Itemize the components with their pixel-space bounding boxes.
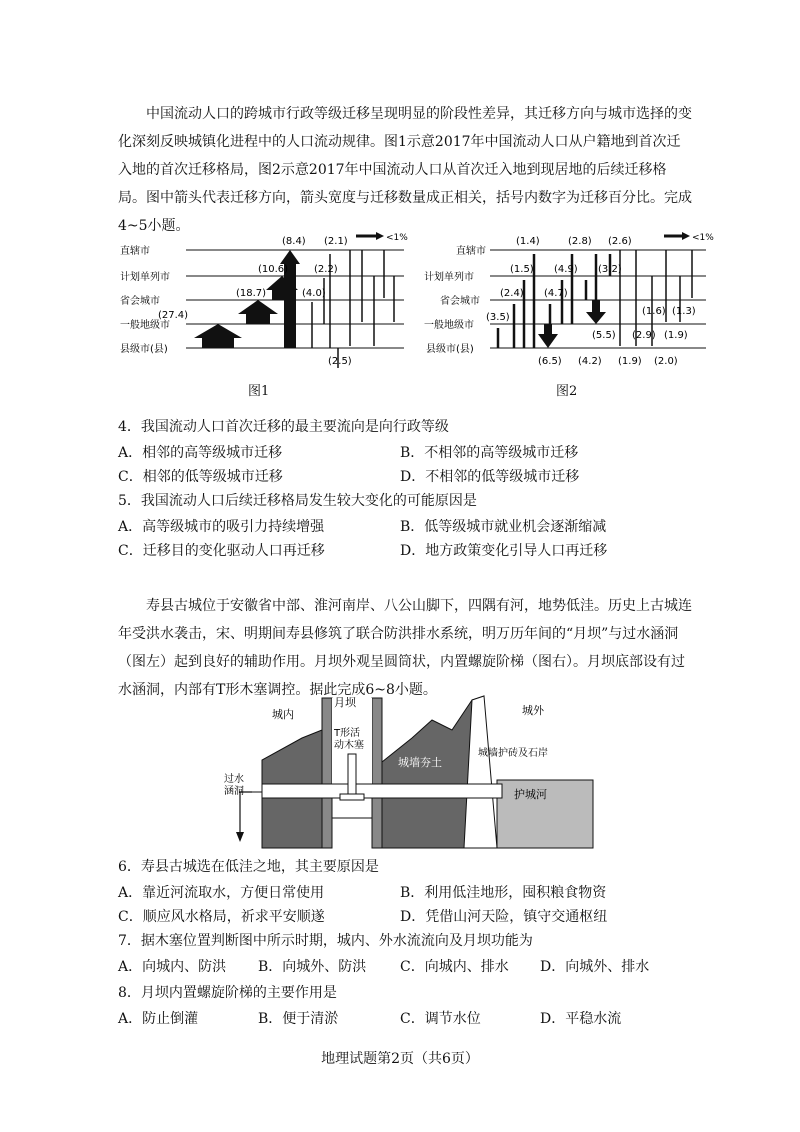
q8-stem: 8．月坝内置螺旋阶梯的主要作用是: [118, 985, 337, 1001]
fig2-label-3: (1.5): [510, 264, 534, 275]
fig2-label-13: (1.9): [664, 330, 688, 341]
fig3-label-culvert-1: 过水: [224, 774, 244, 785]
fig1-label-7: (2.5): [328, 356, 352, 367]
fig3-label-bank: 城墙护砖及石岸: [478, 748, 548, 759]
q7-option-c: C．向城内、排水: [400, 959, 509, 975]
fig3-label-plug-2: 动木塞: [334, 740, 364, 751]
q5-option-a: A．高等级城市的吸引力持续增强: [118, 519, 325, 535]
fig2-label-5: (3.2): [598, 264, 622, 275]
fig1-label-1: (18.7): [236, 288, 267, 299]
fig3-t-plug: [348, 754, 356, 798]
q8-option-c: C．调节水位: [400, 1011, 481, 1027]
fig2-label-4: (4.9): [554, 264, 578, 275]
fig1-label-4: (4.0): [302, 288, 326, 299]
q8-option-d: D．平稳水流: [540, 1011, 622, 1027]
q7-option-b: B．向城外、防洪: [258, 959, 367, 975]
fig1-label-0: (27.4): [158, 310, 189, 321]
fig2-level-1: 计划单列市: [424, 272, 474, 283]
fig1-legend: <1%: [386, 233, 408, 243]
fig1-label-6: (2.1): [324, 236, 348, 247]
q6-option-b: B．利用低洼地形，囤积粮食物资: [400, 885, 607, 901]
fig2-label-10: (1.3): [672, 306, 696, 317]
fig3-label-inside: 城内: [272, 708, 294, 721]
fig2-label-6: (2.4): [500, 288, 524, 299]
figure-3: [222, 690, 598, 850]
q5-option-d: D．地方政策变化引导人口再迁移: [400, 543, 608, 559]
q5-stem: 5．我国流动人口后续迁移格局发生较大变化的可能原因是: [118, 493, 477, 509]
q7-option-d: D．向城外、排水: [540, 959, 650, 975]
fig2-label-8: (3.5): [486, 312, 510, 323]
q6-option-c: C．顺应风水格局，祈求平安顺遂: [118, 909, 325, 925]
q4-stem: 4．我国流动人口首次迁移的最主要流向是向行政等级: [118, 419, 449, 435]
q6-option-d: D．凭借山河天险，镇守交通枢纽: [400, 909, 608, 925]
fig2-label-14: (6.5): [538, 356, 562, 367]
fig1-label-3: (8.4): [282, 236, 306, 247]
fig2-caption: 图2: [556, 384, 578, 399]
fig3-label-outside: 城外: [522, 704, 544, 717]
intro-paragraph-1: 中国流动人口的跨城市行政等级迁移呈现明显的阶段性差异，其迁移方向与城市选择的变化深刻反映城镇化进程中的人口流动规律。图1示意2017年中国流动人口从户籍地到首次迁入地的首次迁移格局，图2示意2017年中国流动人口从首次迁入地到现居地的后续迁移格局。图中箭头代表迁移方向，箭头宽度与迁移数量成正相关，括号内数字为迁移百分比。完成4~5小题。: [118, 106, 692, 234]
q4-option-d: D．不相邻的低等级城市迁移: [400, 469, 580, 485]
fig3-label-moat: 护城河: [514, 788, 547, 801]
fig1-label-2: (10.6): [258, 264, 289, 275]
fig2-label-16: (1.9): [618, 356, 642, 367]
fig3-label-plug-1: T形活: [334, 728, 361, 739]
fig2-label-1: (2.8): [568, 236, 592, 247]
fig2-level-2: 省会城市: [440, 296, 480, 307]
fig1-caption: 图1: [248, 384, 270, 399]
fig2-label-17: (2.0): [654, 356, 678, 367]
fig1-level-4: 县级市(县): [120, 344, 168, 355]
fig1-arrow-27: [194, 324, 242, 348]
q5-option-c: C．迁移目的变化驱动人口再迁移: [118, 543, 325, 559]
fig2-level-3: 一般地级市: [424, 320, 474, 331]
fig2-label-9: (1.6): [642, 306, 666, 317]
q4-option-c: C．相邻的低等级城市迁移: [118, 469, 283, 485]
fig2-label-7: (4.7): [544, 288, 568, 299]
fig1-level-0: 直辖市: [120, 246, 150, 257]
fig2-label-0: (1.4): [516, 236, 540, 247]
fig1-arrow-18: [238, 300, 278, 324]
fig3-culvert-channel: [262, 784, 502, 798]
fig3-label-culvert-2: 涵洞: [224, 786, 244, 797]
q8-option-b: B．便于清淤: [258, 1011, 339, 1027]
q7-option-a: A．向城内、防洪: [118, 959, 227, 975]
fig2-legend: <1%: [692, 233, 714, 243]
q7-stem: 7．据木塞位置判断图中所示时期，城内、外水流流向及月坝功能为: [118, 933, 533, 949]
fig2-label-12: (2.9): [632, 330, 656, 341]
q8-option-a: A．防止倒灌: [118, 1011, 199, 1027]
fig2-level-4: 县级市(县): [426, 344, 474, 355]
fig1-label-5: (2.2): [314, 264, 338, 275]
q4-option-a: A．相邻的高等级城市迁移: [118, 445, 283, 461]
fig1-level-3: 一般地级市: [120, 320, 170, 331]
fig3-label-wall: 城墙夯土: [398, 756, 442, 769]
q6-option-a: A．靠近河流取水，方便日常使用: [118, 885, 325, 901]
intro-paragraph-2: 寿县古城位于安徽省中部、淮河南岸、八公山脚下，四隅有河，地势低洼。历史上古城连年受洪水袭击，宋、明期间寿县修筑了联合防洪排水系统，明万历年间的“月坝”与过水涵洞（图左）起到良好的辅助作用。月坝外观呈圆筒状，内置螺旋阶梯（图右）。月坝底部设有过水涵洞，内部有T形木塞调控。据此完成6~8小题。: [118, 598, 692, 698]
page-footer: 地理试题第2页（共6页）: [321, 1051, 479, 1067]
figure-1: [118, 228, 408, 368]
fig2-label-2: (2.6): [608, 236, 632, 247]
q4-option-b: B．不相邻的高等级城市迁移: [400, 445, 579, 461]
fig1-level-2: 省会城市: [120, 296, 160, 307]
q5-option-b: B．低等级城市就业机会逐渐缩减: [400, 519, 607, 535]
fig3-label-dam: 月坝: [334, 696, 356, 709]
q6-stem: 6．寿县古城选在低洼之地，其主要原因是: [118, 859, 379, 875]
fig1-level-1: 计划单列市: [120, 272, 170, 283]
figure-2: [420, 228, 714, 373]
fig2-label-15: (4.2): [578, 356, 602, 367]
fig2-label-11: (5.5): [592, 330, 616, 341]
fig2-level-0: 直辖市: [456, 246, 486, 257]
